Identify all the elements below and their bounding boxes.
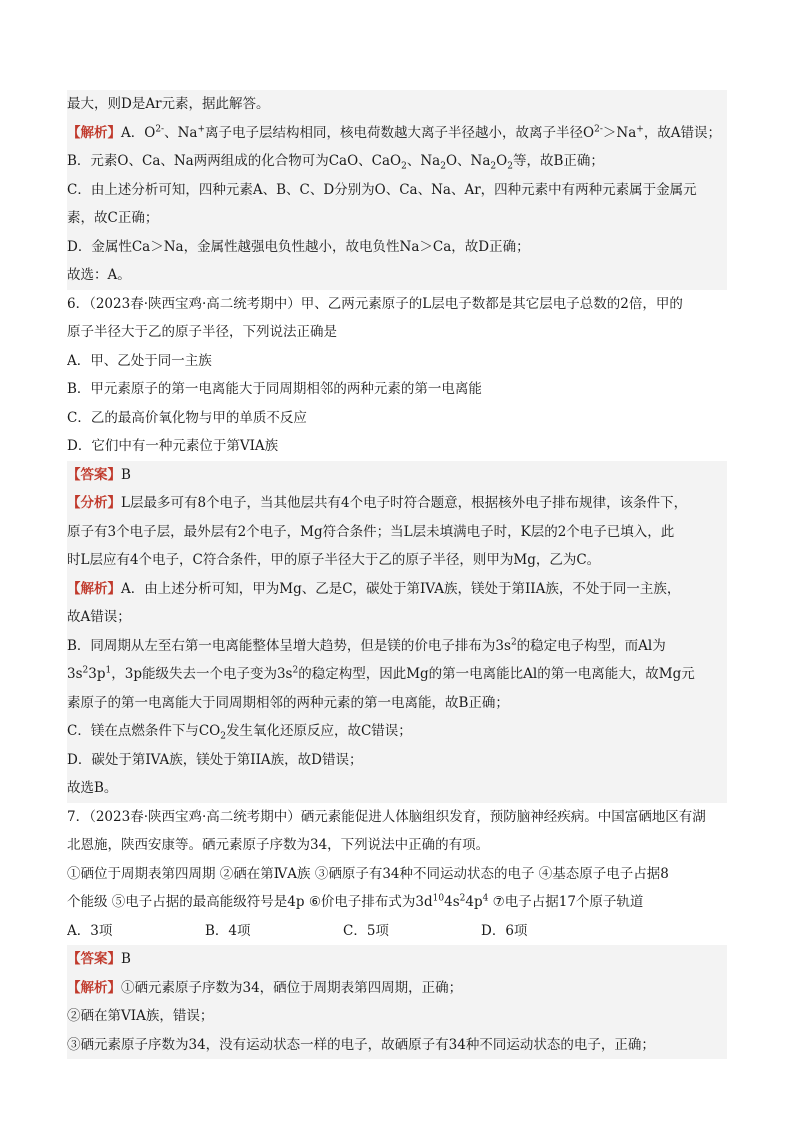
q6-option-b: B．甲元素原子的第一电离能大于同周期相邻的两种元素的第一电离能: [67, 381, 482, 397]
q6-answer: 【答案】B: [67, 461, 727, 490]
q6-explain-b2: $3s^23p^1$，3p能级失去一个电子变为$3s^2$的稳定构型，因此Mg的第一电离能比Al的第一电离能大，故Mg元: [67, 660, 727, 689]
q5-explain-d: D．金属性Ca＞Na，金属性越强电负性越小，故电负性Na＞Ca，故D正确；: [67, 233, 727, 262]
q6-option-d: D．它们中有一种元素位于第VIA族: [67, 438, 279, 454]
q7-option-c: C．5项: [343, 922, 389, 939]
q5-explain-a: 【解析】A．$O^{2-}$、Na+离子电子层结构相同，核电荷数越大离子半径越小，故离子半径$O^{2-}>Na^+$，故A错误；: [67, 119, 727, 148]
q7-option-d: D．6项: [481, 922, 528, 939]
q6-stem-1: 6．（2023春·陕西宝鸡·高二统考期中）甲、乙两元素原子的L层电子数都是其它层电子总数的2倍，甲的: [67, 295, 683, 312]
q6-explain-a1: 【解析】A．由上述分析可知，甲为Mg、乙是C，碳处于第IVA族，镁处于第IIA族，不处于同一主族，: [67, 575, 727, 604]
answer-tag: 【答案】: [67, 951, 121, 967]
q6-explain-b1: B．同周期从左至右第一电离能整体呈增大趋势，但是镁的价电子排布为$3s^2$的稳定电子构型，而Al为: [67, 632, 727, 661]
q6-analysis-2: 原子有3个电子层，最外层有2个电子，Mg符合条件；当L层未填满电子时，K层的2个电子已填入，此: [67, 518, 727, 547]
q5-analysis-end: 最大，则D是Ar元素，据此解答。: [67, 90, 727, 119]
q6-option-a: A．甲、乙处于同一主族: [67, 352, 212, 369]
q7-option-b: B．4项: [205, 922, 251, 939]
q6-option-c: C．乙的最高价氧化物与甲的单质不反应: [67, 409, 307, 426]
explain-tag: 【解析】: [67, 580, 121, 597]
document-body: [67, 90, 727, 1059]
q6-selection: 故选B。: [67, 774, 727, 803]
explain-tag: 【解析】: [67, 979, 121, 996]
q7-explain-1: 【解析】①硒元素原子序数为34，硒位于周期表第四周期，正确；: [67, 974, 727, 1003]
q7-answer: 【答案】B: [67, 945, 727, 974]
q6-analysis-1: 【分析】L层最多可有8个电子，当其他层共有4个电子时符合题意，根据核外电子排布规律，该条件下，: [67, 489, 727, 518]
answer-tag: 【答案】: [67, 466, 121, 483]
q7-items-1: ①硒位于周期表第四周期 ②硒在第ⅣA族 ③硒原子有34种不同运动状态的电子 ④基态原子电子占据8: [67, 865, 669, 882]
q6-explain-b3: 素原子的第一电离能大于同周期相邻的两种元素的第一电离能，故B正确；: [67, 689, 727, 718]
q6-stem-2: 原子半径大于乙的原子半径，下列说法正确是: [67, 324, 337, 340]
q7-items-2: 个能级 ⑤电子占据的最高能级符号是4p ⑥价电子排布式为$3d^{10}4s^24p^4$ ⑦电子占据17个原子轨道: [67, 893, 644, 910]
q7-stem-1: 7．（2023春·陕西宝鸡·高二统考期中）硒元素能促进人体脑组织发育，预防脑神经疾病。中国富硒地区有湖: [67, 808, 706, 825]
q7-stem-2: 北恩施，陕西安康等。硒元素原子序数为34，下列说法中正确的有项。: [67, 837, 490, 853]
q5-explain-c2: 素，故C正确；: [67, 204, 727, 233]
q5-explain-b: B．元素O、Ca、Na两两组成的化合物可为CaO、CaO$_2$、$Na_2O$、$Na_2O_2$等，故B正确；: [67, 147, 727, 176]
q5-selection: 故选：A。: [67, 261, 727, 290]
q6-analysis-3: 时L层应有4个电子，C符合条件，甲的原子半径大于乙的原子半径，则甲为Mg，乙为C。: [67, 546, 727, 575]
q7-explain-3: ③硒元素原子序数为34，没有运动状态一样的电子，故硒原子有34种不同运动状态的电子，正确；: [67, 1031, 727, 1060]
q7-option-a: A．3项: [67, 922, 113, 939]
analysis-tag: 【分析】: [67, 495, 121, 511]
q5-explain-c1: C．由上述分析可知，四种元素A、B、C、D分别为O、Ca、Na、Ar，四种元素中有两种元素属于金属元: [67, 176, 727, 205]
q6-explain-d: D．碳处于第IVA族，镁处于第IIA族，故D错误；: [67, 746, 727, 775]
q6-explain-c: C．镁在点燃条件下与$CO_2$发生氧化还原反应，故C错误；: [67, 717, 727, 746]
q6-explain-a2: 故A错误；: [67, 603, 727, 632]
q7-options: [67, 917, 727, 946]
q7-explain-2: ②硒在第VIA族，错误；: [67, 1002, 727, 1031]
explain-tag: 【解析】: [67, 124, 121, 141]
